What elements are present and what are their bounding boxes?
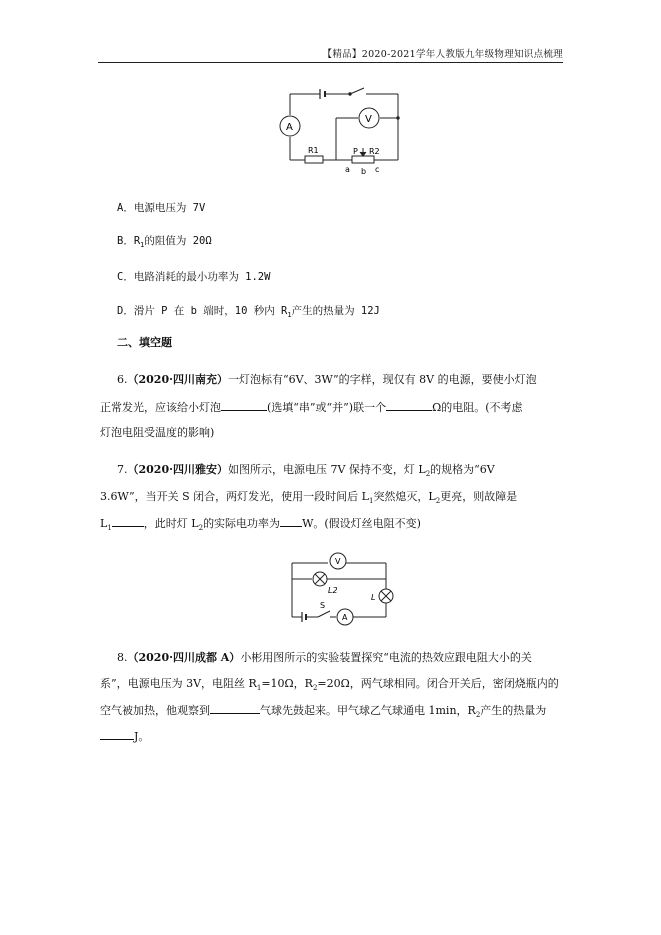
circuit-diagram-2 bbox=[284, 551, 400, 631]
q7-number: 7. bbox=[117, 463, 128, 476]
q6-line-2 bbox=[100, 400, 523, 415]
q8-text-2b: =10Ω，R bbox=[261, 677, 313, 690]
q7-text-3c: 的实际电功率为 bbox=[203, 517, 281, 530]
section-title: 二、填空题 bbox=[117, 336, 172, 349]
r1-label: R1 bbox=[308, 146, 319, 155]
voltmeter-label: V bbox=[365, 114, 372, 125]
q8-line-4 bbox=[100, 729, 149, 744]
voltmeter-label-2: V bbox=[335, 557, 341, 566]
l1-label: L bbox=[371, 593, 376, 602]
q8-blank-1[interactable] bbox=[210, 703, 260, 714]
q8-sub-2: 2 bbox=[312, 684, 318, 693]
q8-text-2a: 系”，电源电压为 3V，电阻丝 R bbox=[100, 677, 257, 690]
q8-text-4: J。 bbox=[134, 730, 150, 743]
option-c: C．电路消耗的最小功率为 1.2W bbox=[117, 271, 271, 283]
option-a: A．电源电压为 7V bbox=[117, 202, 206, 214]
option-d-sub: 1 bbox=[287, 311, 292, 320]
q8-line-2 bbox=[100, 677, 559, 695]
q7-sub-1: 2 bbox=[425, 470, 431, 479]
b-label: b bbox=[361, 167, 367, 176]
q7-line-1 bbox=[117, 463, 495, 481]
q6-text-1: 一灯泡标有“6V、3W”的字样，现仅有 8V 的电源，要使小灯泡 bbox=[227, 373, 537, 386]
q7-line-3 bbox=[100, 516, 421, 535]
q8-sub-1: 1 bbox=[256, 684, 262, 693]
q7-text-3d: W。(假设灯丝电阻不变) bbox=[302, 517, 421, 530]
p-label: P bbox=[353, 147, 358, 156]
q8-source: （2020·四川成都 A） bbox=[127, 651, 241, 664]
q7-text-1b: 的规格为“6V bbox=[430, 463, 495, 476]
q7-blank-2[interactable] bbox=[280, 516, 302, 527]
option-d bbox=[117, 304, 380, 322]
q8-text-3b: 气球先鼓起来。甲气球乙气球通电 1min，R bbox=[260, 704, 476, 717]
q6-line-3: 灯泡电阻受温度的影响) bbox=[100, 426, 215, 439]
q8-text-3c: 产生的热量为 bbox=[480, 704, 547, 717]
ammeter-label-2: A bbox=[342, 613, 348, 622]
q8-line-1 bbox=[117, 651, 532, 665]
q8-number: 8. bbox=[117, 651, 128, 664]
q6-number: 6. bbox=[117, 373, 128, 386]
circuit-diagram-1 bbox=[270, 84, 410, 180]
q8-text-2c: =20Ω，两气球相同。闭合开关后，密闭烧瓶内的 bbox=[317, 677, 559, 690]
header-rule bbox=[98, 62, 563, 63]
q7-text-1a: 如图所示，电源电压 7V 保持不变，灯 L bbox=[227, 463, 426, 476]
q6-text-2c: Ω的电阻。(不考虑 bbox=[432, 401, 523, 414]
q8-text-1: 小彬用图所示的实验装置探究“电流的热效应跟电阻大小的关 bbox=[240, 651, 532, 664]
q7-sub-4: 1 bbox=[107, 524, 112, 533]
switch-label: S bbox=[320, 601, 326, 610]
q7-text-2b: 突然熄灭，L bbox=[373, 490, 436, 503]
option-d-text-2: 产生的热量为 12J bbox=[291, 305, 380, 317]
page-header: 【精品】2020-2021学年人教版九年级物理知识点梳理 bbox=[322, 49, 563, 60]
q8-text-3a: 空气被加热，他观察到 bbox=[100, 704, 210, 717]
r2-rheostat-icon bbox=[352, 156, 374, 163]
q6-blank-1[interactable] bbox=[221, 400, 267, 411]
q7-text-3a: L bbox=[100, 517, 108, 530]
option-b-text-2: 的阻值为 20Ω bbox=[144, 235, 212, 247]
q6-blank-2[interactable] bbox=[386, 400, 432, 411]
q6-text-2a: 正常发光，应该给小灯泡 bbox=[100, 401, 221, 414]
q8-line-3 bbox=[100, 703, 546, 722]
q6-line-1 bbox=[117, 373, 537, 387]
q7-sub-5: 2 bbox=[198, 524, 204, 533]
ammeter-label: A bbox=[286, 122, 293, 133]
option-b-sub: 1 bbox=[140, 241, 145, 250]
a-label: a bbox=[345, 165, 350, 174]
l2-label: L2 bbox=[328, 586, 338, 595]
c-label: c bbox=[375, 165, 380, 174]
q8-blank-2[interactable] bbox=[100, 729, 134, 740]
q6-text-2b: (选填“串”或“并”)联一个 bbox=[267, 401, 387, 414]
q7-text-2a: 3.6W”，当开关 S 闭合，两灯发光，使用一段时间后 L bbox=[100, 490, 369, 503]
q7-text-3b: ，此时灯 L bbox=[143, 517, 199, 530]
q7-blank-1[interactable] bbox=[112, 516, 144, 527]
q7-sub-3: 2 bbox=[435, 497, 441, 506]
q8-sub-3: 2 bbox=[475, 711, 481, 720]
q7-source: （2020·四川雅安） bbox=[127, 463, 228, 476]
option-b-text: B．R bbox=[117, 235, 141, 247]
q6-source: （2020·四川南充） bbox=[127, 373, 228, 386]
q7-text-2c: 更亮，则故障是 bbox=[440, 490, 518, 503]
r2-label: R2 bbox=[369, 147, 380, 156]
option-b bbox=[117, 234, 212, 252]
r1-resistor-icon bbox=[305, 156, 323, 163]
option-d-text: D．滑片 P 在 b 端时，10 秒内 R bbox=[117, 305, 288, 317]
q7-sub-2: 1 bbox=[368, 497, 374, 506]
q7-line-2 bbox=[100, 490, 517, 508]
